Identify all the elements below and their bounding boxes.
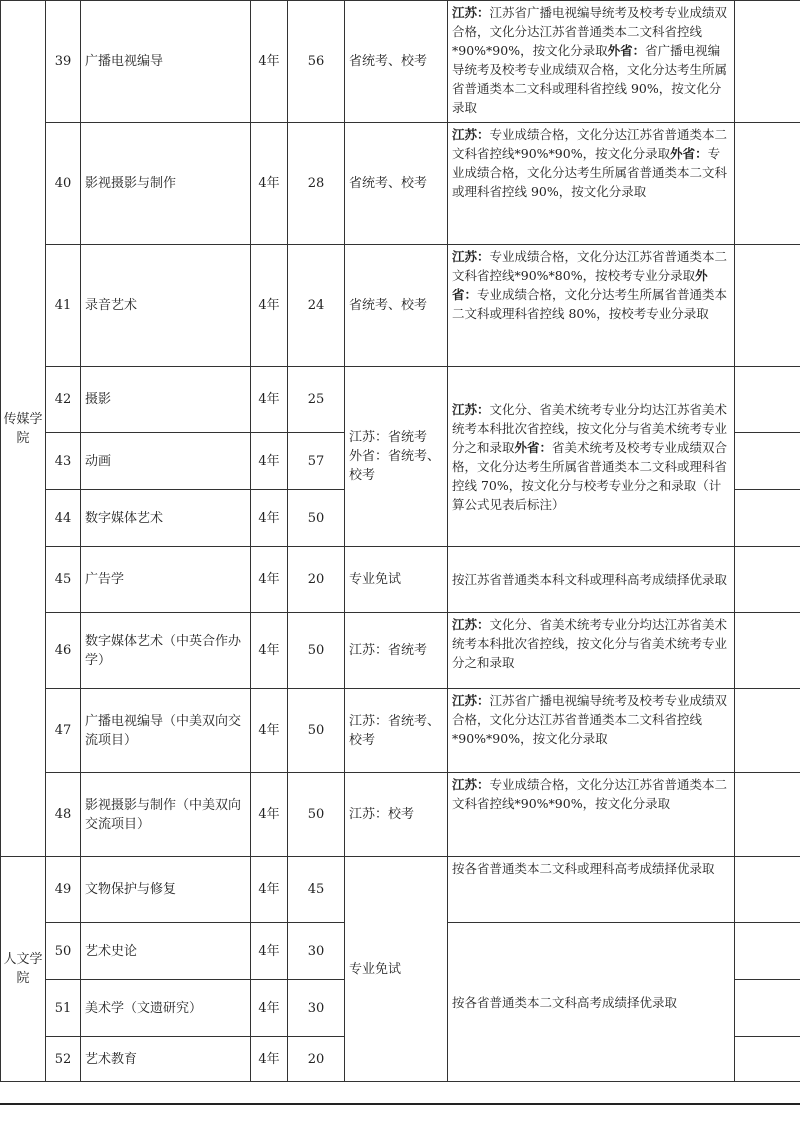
row-number: 52	[46, 1037, 81, 1082]
region-tag: 江苏：	[452, 693, 490, 708]
admission-rule-cell	[448, 547, 735, 613]
quota: 50	[288, 490, 345, 547]
quota: 56	[288, 1, 345, 123]
exam-type-cell: 江苏：校考	[345, 773, 448, 857]
rule-text: 江苏省广播电视编导统考及校考专业成绩双合格，文化分达江苏省普通类本二文科省控线*90%*90%，按文化分录取	[452, 693, 728, 746]
remark-cell	[735, 1037, 800, 1082]
region-tag: 江苏：	[452, 617, 490, 632]
college-name: 传媒学院	[3, 411, 43, 446]
major-name: 数字媒体艺术（中英合作办学）	[81, 613, 251, 689]
rule-text: 专业成绩合格，文化分达考生所属省普通类本二文科或理科省控线 80%，按校考专业分录取	[452, 287, 728, 321]
quota: 28	[288, 123, 345, 245]
major-name: 广告学	[81, 547, 251, 613]
college-cell-humanities	[1, 857, 46, 1082]
region-tag: 江苏：	[452, 777, 490, 792]
quota: 50	[288, 613, 345, 689]
admission-rule-cell	[448, 923, 735, 1082]
rule-text: 专业成绩合格，文化分达江苏省普通类本二文科省控线*90%*90%，按文化分录取	[452, 127, 728, 161]
quota: 30	[288, 923, 345, 980]
exam-type-line: 江苏：省统考	[349, 430, 428, 445]
table-row	[1, 547, 800, 613]
rule-text: 江苏省广播电视编导统考及校考专业成绩双合格，文化分达江苏省普通类本二文科省控线*90%*90%，按文化分录取	[452, 5, 728, 58]
remark-cell	[735, 923, 800, 980]
duration: 4年	[251, 1, 288, 123]
rule-text: 文化分、省美术统考专业分均达江苏省美术统考本科批次省控线，按文化分与省美术统考专业分之和录取	[452, 617, 728, 670]
duration: 4年	[251, 245, 288, 367]
admission-rule-cell	[448, 689, 735, 773]
major-name: 文物保护与修复	[81, 857, 251, 923]
major-name: 影视摄影与制作（中美双向交流项目）	[81, 773, 251, 857]
row-number: 51	[46, 980, 81, 1037]
major-name: 美术学（文遗研究）	[81, 980, 251, 1037]
duration: 4年	[251, 490, 288, 547]
duration: 4年	[251, 689, 288, 773]
major-name: 动画	[81, 433, 251, 490]
remark-cell	[735, 490, 800, 547]
region-tag: 江苏：	[452, 5, 490, 20]
region-tag: 江苏：	[452, 401, 490, 417]
quota: 50	[288, 773, 345, 857]
remark-cell	[735, 980, 800, 1037]
remark-cell	[735, 613, 800, 689]
duration: 4年	[251, 857, 288, 923]
admission-rule-cell	[448, 613, 735, 689]
remark-cell	[735, 857, 800, 923]
rule-text: 文化分、省美术统考专业分均达江苏省美术统考本科批次省控线，按文化分与省美术统考专业分之和录取	[452, 401, 728, 455]
exam-type-cell: 省统考、校考	[345, 245, 448, 367]
rule-text: 专业成绩合格，文化分达考生所属省普通类本二文科或理科省控线 90%，按文化分录取	[452, 146, 728, 199]
duration: 4年	[251, 367, 288, 433]
major-name: 录音艺术	[81, 245, 251, 367]
exam-type-cell	[345, 367, 448, 547]
exam-type-cell: 江苏：省统考、校考	[345, 689, 448, 773]
quota: 30	[288, 980, 345, 1037]
table-row	[1, 613, 800, 689]
admission-rule-cell	[448, 857, 735, 923]
remark-cell	[735, 547, 800, 613]
table-bottom-border	[0, 1103, 800, 1105]
row-number: 41	[46, 245, 81, 367]
table-row	[1, 773, 800, 857]
region-tag: 外省：	[514, 439, 553, 455]
row-number: 46	[46, 613, 81, 689]
duration: 4年	[251, 613, 288, 689]
duration: 4年	[251, 123, 288, 245]
row-number: 50	[46, 923, 81, 980]
major-name: 艺术教育	[81, 1037, 251, 1082]
remark-cell	[735, 245, 800, 367]
row-number: 40	[46, 123, 81, 245]
rule-text: 专业成绩合格，文化分达江苏省普通类本二文科省控线*90%*80%，按校考专业分录取	[452, 249, 728, 283]
duration: 4年	[251, 773, 288, 857]
row-number: 42	[46, 367, 81, 433]
table-row	[1, 857, 800, 923]
region-tag: 江苏：	[452, 127, 490, 142]
rule-text: 省广播电视编导统考及校考专业成绩双合格，文化分达考生所属省普通类本二文科或理科省控线 90%，按文化分录取	[452, 43, 728, 115]
college-name: 人文学院	[3, 952, 43, 986]
row-number: 47	[46, 689, 81, 773]
row-number: 49	[46, 857, 81, 923]
admission-rule-cell	[448, 367, 735, 547]
region-tag: 外省：	[607, 43, 646, 58]
exam-type-cell: 专业免试	[345, 857, 448, 1082]
duration: 4年	[251, 980, 288, 1037]
remark-cell	[735, 689, 800, 773]
rule-text: 专业成绩合格，文化分达江苏省普通类本二文科省控线*90%*90%，按文化分录取	[452, 777, 728, 811]
exam-type-cell: 江苏：省统考	[345, 613, 448, 689]
quota: 25	[288, 367, 345, 433]
admission-rule-cell	[448, 773, 735, 857]
table-row	[1, 367, 800, 433]
row-number: 44	[46, 490, 81, 547]
exam-type-cell: 专业免试	[345, 547, 448, 613]
quota: 57	[288, 433, 345, 490]
quota: 20	[288, 547, 345, 613]
table-row	[1, 1, 800, 123]
region-tag: 外省：	[452, 268, 708, 302]
remark-cell	[735, 433, 800, 490]
region-tag: 外省：	[670, 146, 708, 161]
rule-text: 按江苏省普通类本科文科或理科高考成绩择优录取	[452, 572, 728, 587]
table-row	[1, 689, 800, 773]
exam-type-line: 校考	[349, 468, 376, 483]
major-name: 摄影	[81, 367, 251, 433]
duration: 4年	[251, 433, 288, 490]
major-name: 广播电视编导（中美双向交流项目）	[81, 689, 251, 773]
rule-text: 按各省普通类本二文科高考成绩择优录取	[452, 994, 678, 1010]
duration: 4年	[251, 1037, 288, 1082]
remark-cell	[735, 773, 800, 857]
major-name: 数字媒体艺术	[81, 490, 251, 547]
table-row	[1, 245, 800, 367]
admission-rule-cell	[448, 245, 735, 367]
quota: 45	[288, 857, 345, 923]
row-number: 45	[46, 547, 81, 613]
remark-cell	[735, 1, 800, 123]
remark-cell	[735, 123, 800, 245]
table-row	[1, 123, 800, 245]
quota: 20	[288, 1037, 345, 1082]
major-name: 影视摄影与制作	[81, 123, 251, 245]
rule-text: 省美术统考及校考专业成绩双合格，文化分达考生所属省普通类本二文科或理科省控线 70%，按文化分与校考专业分之和录取（计算公式见表后标注）	[452, 439, 728, 512]
region-tag: 江苏：	[452, 249, 490, 264]
duration: 4年	[251, 923, 288, 980]
admission-rule-cell	[448, 123, 735, 245]
row-number: 39	[46, 1, 81, 123]
duration: 4年	[251, 547, 288, 613]
major-name: 艺术史论	[81, 923, 251, 980]
exam-type-line: 外省：省统考、	[349, 449, 441, 464]
admission-rule-cell	[448, 1, 735, 123]
quota: 24	[288, 245, 345, 367]
college-cell-media	[1, 1, 46, 857]
exam-type-cell: 省统考、校考	[345, 1, 448, 123]
rule-text: 按各省普通类本二文科或理科高考成绩择优录取	[452, 861, 715, 876]
row-number: 48	[46, 773, 81, 857]
exam-type-cell: 省统考、校考	[345, 123, 448, 245]
remark-cell	[735, 367, 800, 433]
major-name: 广播电视编导	[81, 1, 251, 123]
quota: 50	[288, 689, 345, 773]
row-number: 43	[46, 433, 81, 490]
